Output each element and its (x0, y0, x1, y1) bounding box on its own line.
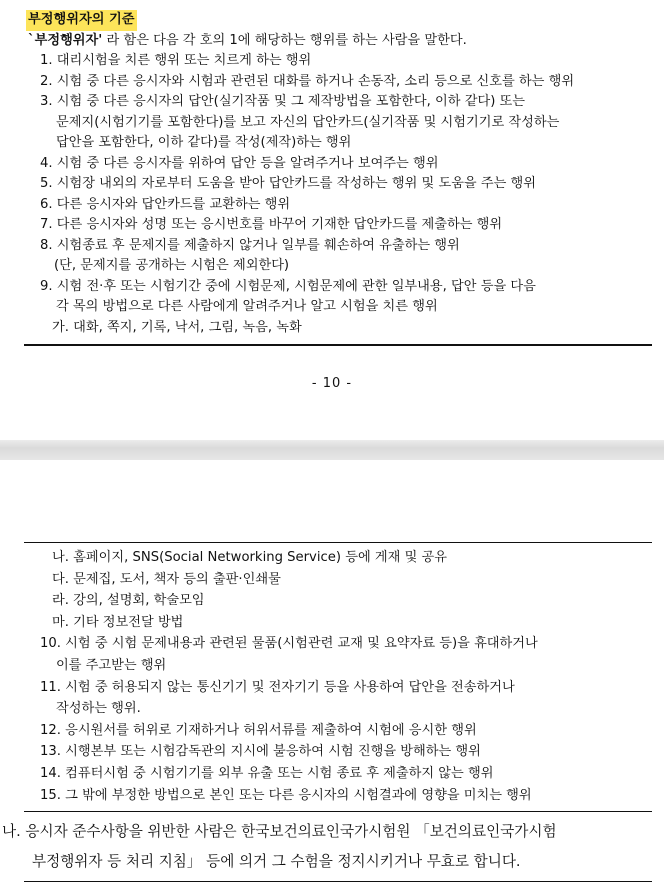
list-item: 14. 컴퓨터시험 중 시험기기를 외부 유출 또는 시험 종료 후 제출하지 않는 행위 (40, 765, 494, 781)
list-item-continuation: (단, 문제지를 공개하는 시험은 제외한다) (54, 258, 290, 273)
sub-list-item: 마. 기타 정보전달 방법 (52, 614, 184, 630)
list-item: 5. 시험장 내외의 자로부터 도움을 받아 답안카드를 작성하는 행위 및 도움을 주는 행위 (40, 176, 537, 191)
compliance-note (2, 817, 652, 877)
note-line: 나. 응시자 준수사항을 위반한 사람은 한국보건의료인국가시험원 「보건의료인국가시험 (2, 823, 557, 840)
list-item: 4. 시험 중 다른 응시자를 위하여 답안 등을 알려주거나 보여주는 행위 (40, 155, 439, 171)
list-item-continuation: 문제지(시험기기를 포함한다)를 보고 자신의 답안카드(실기작품 및 시험기기로 작성하는 (56, 114, 560, 130)
list-item: 15. 그 밖에 부정한 방법으로 본인 또는 다른 응시자의 시험결과에 영향을 미치는 행위 (40, 787, 532, 803)
list-item-continuation: 작성하는 행위. (56, 701, 141, 717)
page-number: - 10 - (311, 376, 353, 391)
bottom-rule (24, 881, 652, 882)
list-item-continuation: 답안을 포함한다, 이하 같다)를 작성(제작)하는 행위 (56, 135, 352, 150)
page-separator (0, 440, 664, 460)
list-item-continuation: 이를 주고받는 행위 (56, 657, 167, 673)
list-item-continuation: 각 목의 방법으로 다른 사람에게 알려주거나 알고 시험을 치른 행위 (56, 299, 438, 314)
intro-term: `부정행위자' (28, 32, 103, 48)
document-page-11 (0, 460, 664, 895)
list-item: 9. 시험 전·후 또는 시험기간 중에 시험문제, 시험문제에 관한 일부내용, 답안 등을 다음 (40, 278, 536, 294)
list-item: 11. 시험 중 허용되지 않는 통신기기 및 전자기기 등을 사용하여 답안을 전송하거나 (40, 679, 515, 695)
sub-list-item: 다. 문제집, 도서, 책자 등의 출판·인쇄물 (52, 571, 281, 587)
list-item: 2. 시험 중 다른 응시자와 시험과 관련된 대화를 하거나 손동작, 소리 등으로 신호를 하는 행위 (40, 73, 575, 89)
note-line: 부정행위자 등 처리 지침」 등에 의거 그 수험을 정지시키거나 무효로 합니다. (32, 853, 521, 870)
list-item: 1. 대리시험을 치른 행위 또는 치르게 하는 행위 (40, 53, 312, 68)
intro-sentence (28, 31, 652, 52)
list-item: 7. 다른 응시자와 성명 또는 응시번호를 바꾸어 기재한 답안카드를 제출하는 행위 (40, 217, 503, 232)
list-item: 10. 시험 중 시험 문제내용과 관련된 물품(시험관련 교재 및 요약자료 등)을 휴대하거나 (40, 636, 538, 652)
intro-text: 라 함은 다음 각 호의 1에 해당하는 행위를 하는 사람을 말한다. (102, 32, 467, 48)
sub-list-item: 가. 대화, 쪽지, 기록, 낙서, 그림, 녹음, 녹화 (52, 319, 302, 335)
list-item: 3. 시험 중 다른 응시자의 답안(실기작품 및 그 제작방법을 포함한다, 이하 같다) 또는 (40, 94, 526, 109)
section-heading: 부정행위자의 기준 (26, 10, 137, 31)
sub-list-item: 라. 강의, 설명회, 학술모임 (52, 593, 205, 609)
list-item: 6. 다른 응시자와 답안카드를 교환하는 행위 (40, 196, 291, 212)
fraud-criteria-continued-box (24, 542, 652, 812)
document-page-10 (0, 0, 664, 440)
fraud-criteria-box (24, 10, 652, 346)
list-item: 12. 응시원서를 허위로 기재하거나 허위서류를 제출하여 시험에 응시한 행위 (40, 722, 477, 738)
list-item: 13. 시행본부 또는 시험감독관의 지시에 불응하여 시험 진행을 방해하는 행위 (40, 744, 481, 760)
list-item: 8. 시험종료 후 문제지를 제출하지 않거나 일부를 훼손하여 유출하는 행위 (40, 237, 460, 253)
sub-list-item: 나. 홈페이지, SNS(Social Networking Service) 등에 게재 및 공유 (52, 550, 447, 565)
